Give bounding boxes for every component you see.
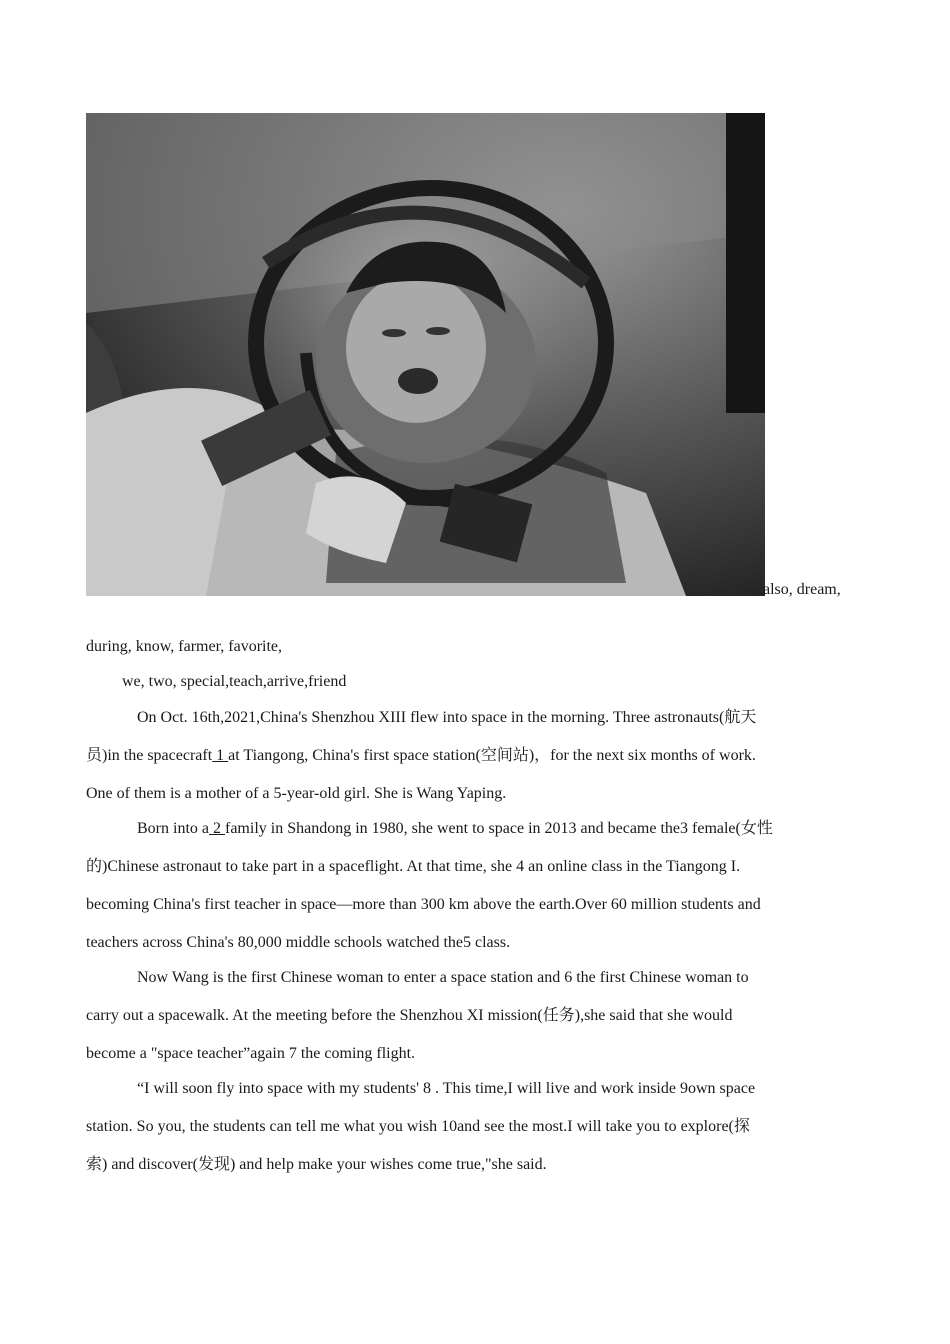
blank-2: 2 xyxy=(209,820,225,837)
word-box-line-2: during, know, farmer, favorite, xyxy=(86,638,283,655)
p2-line-2: 的)Chinese astronaut to take part in a spaceflight. At that time, she 4 an online class in the Tiangong I. xyxy=(86,858,741,875)
p3-line-3: become a "space teacher”again 7 the coming flight. xyxy=(86,1045,416,1062)
astronaut-illustration xyxy=(86,113,765,596)
p3-line-2: carry out a spacewalk. At the meeting before the Shenzhou XI mission(任务),she said that she would xyxy=(86,1007,733,1024)
p4-line-3: 索) and discover(发现) and help make your wishes come true,"she said. xyxy=(86,1156,547,1173)
word-box-line-3: we, two, special,teach,arrive,friend xyxy=(122,673,347,690)
p1-line-3: One of them is a mother of a 5-year-old girl. She is Wang Yaping. xyxy=(86,785,507,802)
p4-line-2: station. So you, the students can tell me what you wish 10and see the most.I will take you to explore(探 xyxy=(86,1118,750,1135)
p1-line-2 xyxy=(86,746,756,766)
p2-line-3: becoming China's first teacher in space—more than 300 km above the earth.Over 60 million students and xyxy=(86,896,761,913)
p2-line-1 xyxy=(137,819,773,839)
p1-line-2-b: at Tiangong, China's first space station(空间站)，for the next six months of work. xyxy=(228,747,756,764)
p4-line-1: “I will soon fly into space with my students' 8 . This time,I will live and work inside 9own space xyxy=(137,1080,756,1097)
p1-line-2-a: 员)in the spacecraft xyxy=(86,747,213,764)
astronaut-photo xyxy=(86,113,765,596)
p2-line-1-b: family in Shandong in 1980, she went to space in 2013 and became the3 female(女性 xyxy=(225,820,773,837)
p2-line-1-a: Born into a xyxy=(137,820,209,837)
p3-line-1: Now Wang is the first Chinese woman to enter a space station and 6 the first Chinese woman to xyxy=(137,969,749,986)
blank-1: 1 xyxy=(212,747,229,764)
p2-line-4: teachers across China's 80,000 middle schools watched the5 class. xyxy=(86,934,511,951)
word-box-line-1-tail: also, dream, xyxy=(763,581,841,598)
p1-line-1: On Oct. 16th,2021,China's Shenzhou XIII flew into space in the morning. Three astronauts(航天 xyxy=(137,709,757,726)
